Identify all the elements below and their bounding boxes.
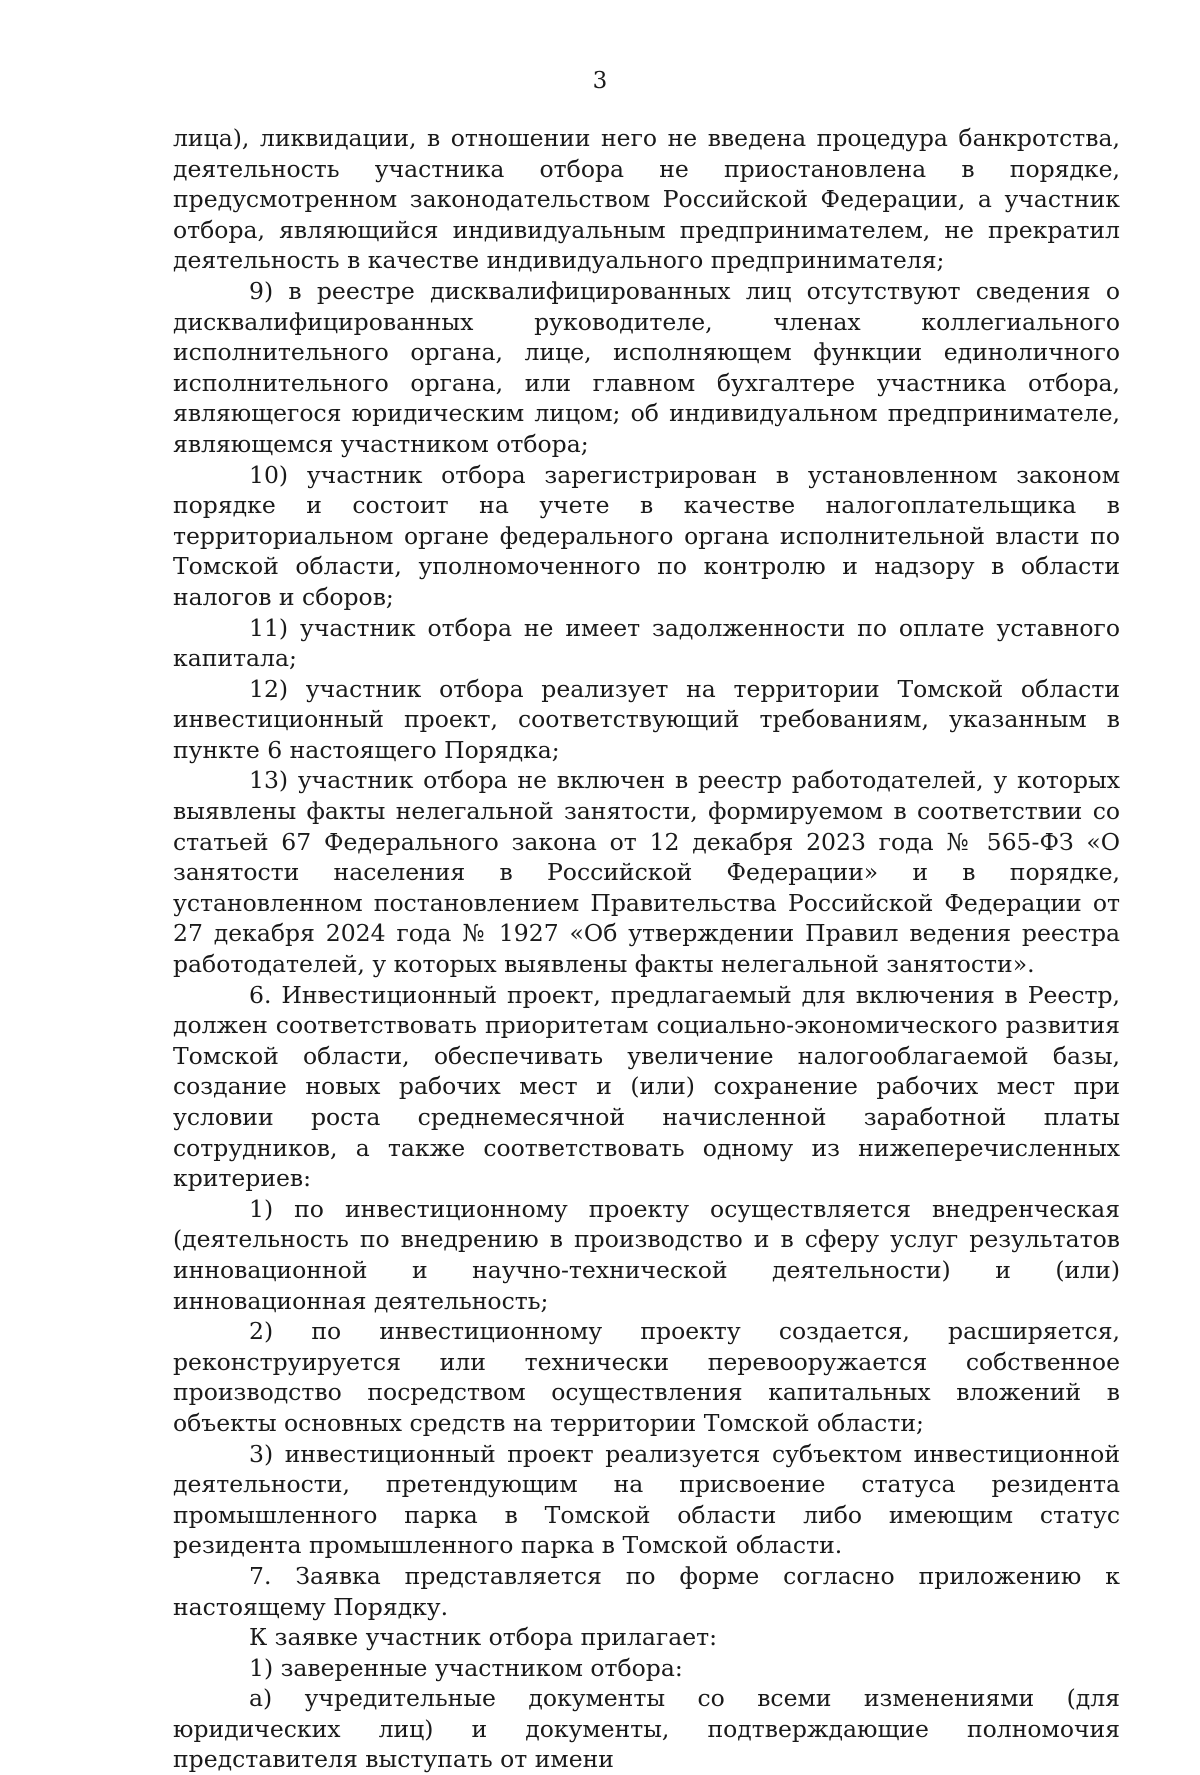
paragraph-item-11: 11) участник отбора не имеет задолженности по оплате уставного капитала;	[173, 613, 1120, 673]
paragraph-criterion-3: 3) инвестиционный проект реализуется субъектом инвестиционной деятельности, претендующим на присвоение статуса резидента промышленного парка в Томской области либо имеющим статус резидента промышленного парка в Томской области.	[173, 1439, 1120, 1560]
paragraph-section-7: 7. Заявка представляется по форме согласно приложению к настоящему Порядку.	[173, 1561, 1120, 1621]
paragraph-criterion-1: 1) по инвестиционному проекту осуществляется внедренческая (деятельность по внедрению в производство и в сферу услуг результатов инновационной и научно-технической деятельности) и (или) инновационная деятельность;	[173, 1194, 1120, 1315]
paragraph-item-9: 9) в реестре дисквалифицированных лиц отсутствуют сведения о дисквалифицированных руководителе, членах коллегиального исполнительного органа, лице, исполняющем функции единоличного исполнительного органа, или главном бухгалтере участника отбора, являющегося юридическим лицом; об индивидуальном предпринимателе, являющемся участником отбора;	[173, 276, 1120, 458]
document-body	[173, 123, 1120, 1775]
paragraph-criterion-2: 2) по инвестиционному проекту создается, расширяется, реконструируется или технически перевооружается собственное производство посредством осуществления капитальных вложений в объекты основных средств на территории Томской области;	[173, 1317, 1120, 1437]
paragraph-attachment-1: 1) заверенные участником отбора:	[249, 1653, 683, 1682]
page-number: 3	[592, 68, 608, 94]
paragraph-section-6: 6. Инвестиционный проект, предлагаемый для включения в Реестр, должен соответствовать приоритетам социально-экономического развития Томской области, обеспечивать увеличение налогооблагаемой базы, создание новых рабочих мест и (или) сохранение рабочих мест при условии роста среднемесячной начисленной заработной платы сотрудников, а также соответствовать одному из нижеперечисленных критериев:	[173, 980, 1120, 1193]
paragraph-continuation: лица), ликвидации, в отношении него не введена процедура банкротства, деятельность участника отбора не приостановлена в порядке, предусмотренном законодательством Российской Федерации, а участник отбора, являющийся индивидуальным предпринимателем, не прекратил деятельность в качестве индивидуального предпринимателя;	[173, 124, 1120, 275]
paragraph-item-13: 13) участник отбора не включен в реестр работодателей, у которых выявлены факты нелегальной занятости, формируемом в соответствии со статьей 67 Федерального закона от 12 декабря 2023 года № 565-ФЗ «О занятости населения в Российской Федерации» и в порядке, установленном постановлением Правительства Российской Федерации от 27 декабря 2024 года № 1927 «Об утверждении Правил ведения реестра работодателей, у которых выявлены факты нелегальной занятости».	[173, 766, 1120, 979]
paragraph-attachments-intro: К заявке участник отбора прилагает:	[249, 1623, 718, 1652]
paragraph-attachment-1a: а) учредительные документы со всеми изменениями (для юридических лиц) и документы, подтверждающие полномочия представителя выступать от имени	[173, 1684, 1120, 1774]
paragraph-item-12: 12) участник отбора реализует на территории Томской области инвестиционный проект, соответствующий требованиям, указанным в пункте 6 настоящего Порядка;	[173, 674, 1120, 764]
paragraph-item-10: 10) участник отбора зарегистрирован в установленном законом порядке и состоит на учете в качестве налогоплательщика в территориальном органе федерального органа исполнительной власти по Томской области, уполномоченного по контролю и надзору в области налогов и сборов;	[173, 460, 1120, 611]
